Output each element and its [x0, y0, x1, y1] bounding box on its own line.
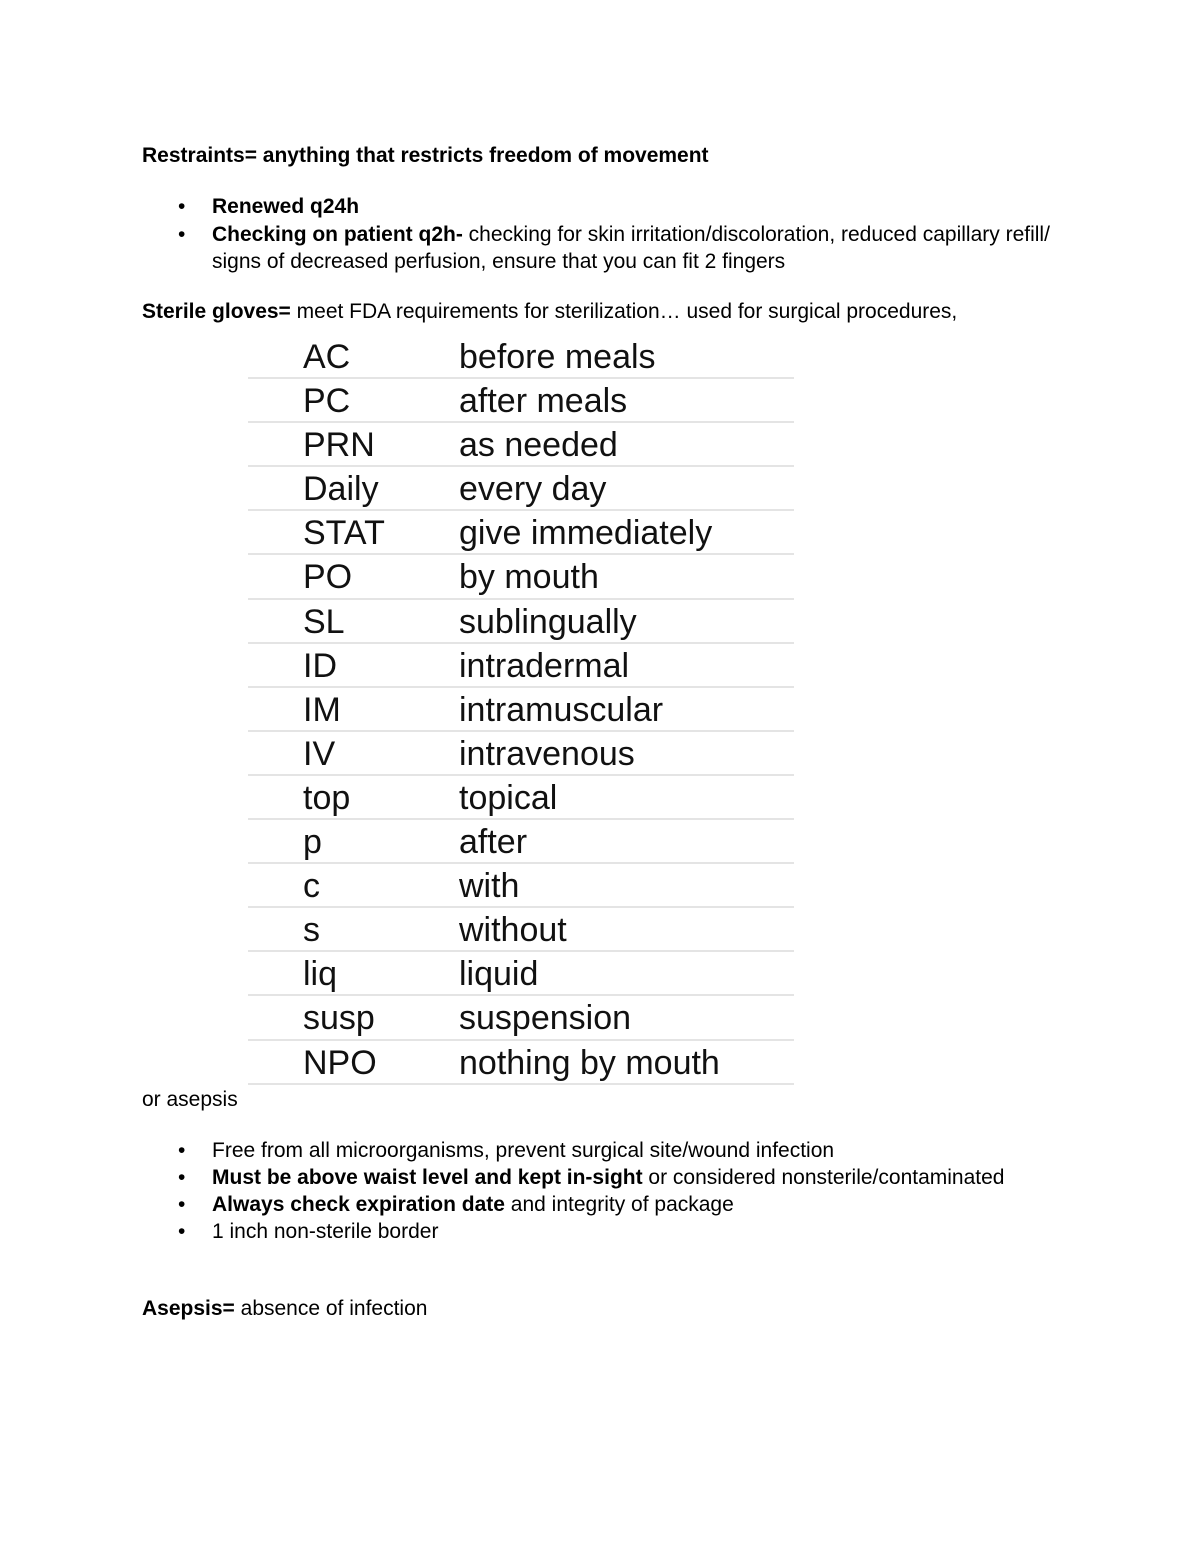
- abbreviation-code: ID: [303, 646, 337, 685]
- asepsis-continuation: or asepsis: [142, 1088, 238, 1111]
- table-row: [248, 511, 794, 555]
- abbreviation-meaning: sublingually: [459, 602, 637, 641]
- bullet-text: 1 inch non-sterile border: [212, 1220, 439, 1243]
- abbreviation-code: NPO: [303, 1043, 377, 1082]
- abbreviation-code: IM: [303, 690, 341, 729]
- restraints-heading: Restraints= anything that restricts freedom of movement: [142, 144, 709, 167]
- bullet-text: or considered nonsterile/contaminated: [642, 1166, 1005, 1189]
- table-row: [248, 908, 794, 952]
- abbreviation-meaning: intramuscular: [459, 690, 664, 729]
- table-row: [248, 555, 794, 599]
- bullet-bold-text: Checking on patient q2h-: [212, 223, 463, 246]
- table-row: [248, 952, 794, 996]
- table-row: [248, 379, 794, 423]
- list-item: [142, 1164, 1072, 1191]
- bullet-bold-text: Must be above waist level and kept in-sight: [212, 1166, 643, 1189]
- bullet-text: checking for skin irritation/discoloration, reduced capillary refill/ signs of decreased perfusion, ensure that you can fit 2 fingers: [212, 223, 1050, 273]
- abbreviation-code: AC: [303, 338, 351, 376]
- table-row: [248, 864, 794, 908]
- list-item: [142, 193, 1072, 220]
- bullet-icon: •: [178, 223, 186, 246]
- bullet-icon: •: [178, 1166, 186, 1189]
- bullet-text: and integrity of package: [504, 1193, 734, 1216]
- abbreviation-meaning: with: [459, 867, 520, 906]
- abbreviation-code: s: [303, 911, 320, 950]
- table-row: [248, 1041, 794, 1085]
- table-row: [248, 600, 794, 644]
- abbreviation-meaning: give immediately: [459, 514, 713, 553]
- asepsis-bullet-list: [142, 1137, 1072, 1245]
- abbreviation-meaning: every day: [459, 470, 607, 509]
- bullet-bold-text: Renewed q24h: [212, 195, 360, 218]
- bullet-icon: •: [178, 1220, 186, 1243]
- abbreviation-meaning: liquid: [459, 955, 539, 994]
- list-item: [142, 1191, 1072, 1218]
- sterile-gloves-line: [142, 299, 957, 325]
- sterile-gloves-label: Sterile gloves=: [142, 300, 291, 323]
- abbreviation-code: liq: [303, 955, 338, 994]
- table-row: [248, 776, 794, 820]
- table-row: [248, 732, 794, 776]
- table-row: [248, 467, 794, 511]
- abbreviation-code: IV: [303, 734, 336, 773]
- abbreviation-code: PRN: [303, 426, 375, 465]
- list-item: [142, 221, 1072, 275]
- abbreviation-meaning: nothing by mouth: [459, 1043, 720, 1082]
- sterile-gloves-text: meet FDA requirements for sterilization… used for surgical procedures,: [290, 300, 958, 323]
- restraints-bullet-list: [142, 193, 1072, 275]
- table-row: [248, 996, 794, 1040]
- bullet-icon: •: [178, 195, 186, 218]
- abbreviation-code: PC: [303, 382, 351, 421]
- table-row: [248, 820, 794, 864]
- bullet-icon: •: [178, 1139, 186, 1162]
- abbreviation-meaning: suspension: [459, 999, 632, 1038]
- abbreviation-meaning: without: [459, 911, 567, 950]
- abbreviation-meaning: by mouth: [459, 558, 599, 597]
- abbreviation-meaning: after meals: [459, 382, 628, 421]
- bullet-text: Free from all microorganisms, prevent surgical site/wound infection: [212, 1139, 835, 1162]
- asepsis-text: absence of infection: [234, 1297, 428, 1320]
- list-item: [142, 1218, 1072, 1245]
- abbreviation-meaning: intradermal: [459, 646, 630, 685]
- table-row: [248, 644, 794, 688]
- abbreviation-code: top: [303, 778, 351, 817]
- abbreviation-code: c: [303, 867, 320, 906]
- asepsis-line: [142, 1296, 427, 1322]
- table-row: [248, 423, 794, 467]
- table-row: [248, 688, 794, 732]
- table-row: [248, 335, 794, 379]
- abbreviation-table: [248, 335, 794, 1085]
- abbreviation-meaning: topical: [459, 778, 558, 817]
- abbreviation-code: Daily: [303, 470, 379, 509]
- asepsis-label: Asepsis=: [142, 1297, 235, 1320]
- abbreviation-code: STAT: [303, 514, 385, 553]
- abbreviation-code: PO: [303, 558, 353, 597]
- list-item: [142, 1137, 1072, 1164]
- bullet-bold-text: Always check expiration date: [212, 1193, 505, 1216]
- abbreviation-code: SL: [303, 602, 345, 641]
- abbreviation-meaning: before meals: [459, 338, 656, 376]
- bullet-icon: •: [178, 1193, 186, 1216]
- abbreviation-meaning: after: [459, 823, 528, 862]
- abbreviation-code: p: [303, 823, 322, 862]
- abbreviation-meaning: intravenous: [459, 734, 635, 773]
- abbreviation-meaning: as needed: [459, 426, 618, 465]
- abbreviation-code: susp: [303, 999, 375, 1038]
